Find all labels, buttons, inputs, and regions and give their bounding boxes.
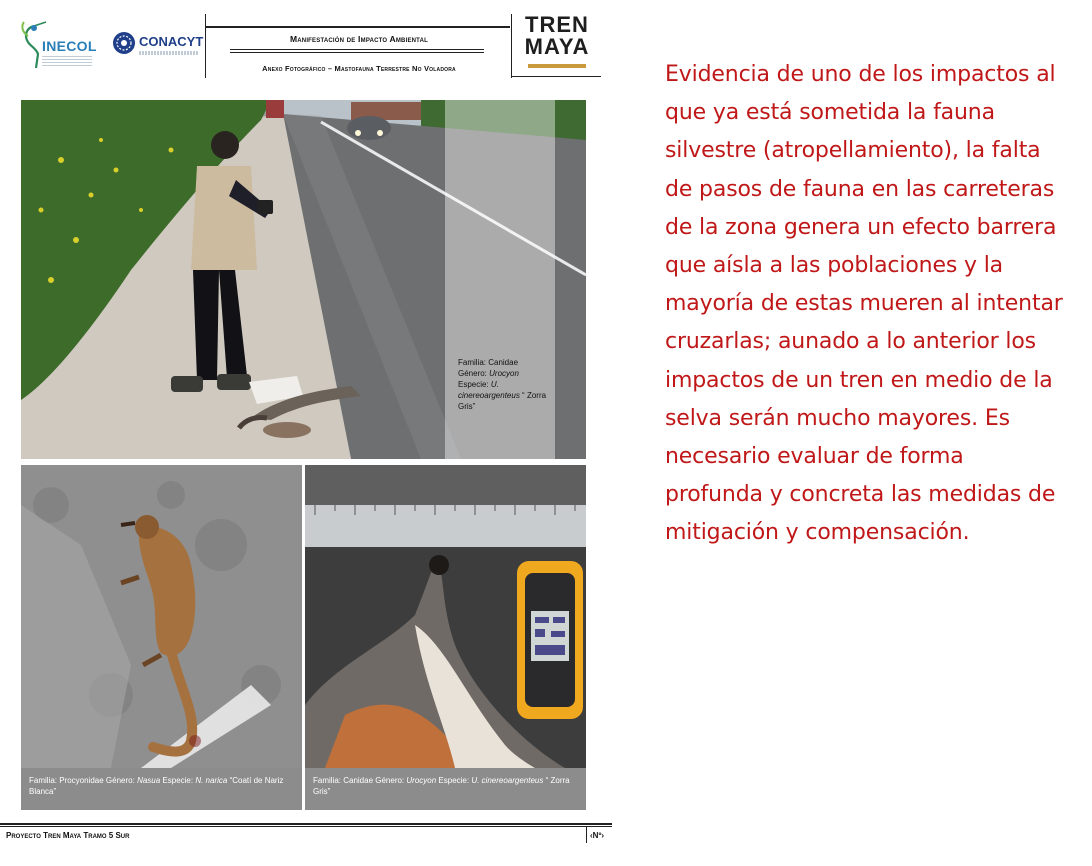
coati-caption-prefix: Familia: Procyonidae Género: xyxy=(29,776,138,785)
commentary-line: impactos de un tren en medio de la xyxy=(665,367,1053,393)
tren-maya-accent-bar xyxy=(528,64,586,68)
commentary-line: silvestre (atropellamiento), la falta xyxy=(665,138,1041,164)
footer-rule-bottom xyxy=(0,826,612,827)
commentary-line: mayoría de estas mueren al intentar xyxy=(665,291,1063,317)
inecol-tagline xyxy=(42,56,92,66)
commentary-line: selva serán mucho mayores. Es xyxy=(665,405,1010,431)
conacyt-logo xyxy=(112,28,202,60)
coati-caption-common: “Coatí de Nariz Blanca” xyxy=(29,776,284,796)
commentary-line: que aísla a las poblaciones y la xyxy=(665,253,1003,279)
commentary-line: de pasos de fauna en las carreteras xyxy=(665,176,1055,202)
commentary-line: cruzarlas; aunado a lo anterior los xyxy=(665,329,1036,355)
fox-caption-bar xyxy=(305,768,586,810)
fox-gps-photo-illustration xyxy=(305,465,586,768)
commentary-line: necesario evaluar de forma xyxy=(665,444,964,470)
footer-page-number: ‹Nº› xyxy=(590,831,605,840)
caption-especie-label: Especie: xyxy=(458,380,491,389)
footer-project-name: Proyecto Tren Maya Tramo 5 Sur xyxy=(6,831,130,840)
fox-caption-common: “ Zorra Gris” xyxy=(313,776,570,796)
main-photo-caption xyxy=(458,357,548,412)
coati-photo-illustration xyxy=(21,465,302,768)
coati-caption-genus: Nasua xyxy=(137,776,161,785)
header-rule-mid1 xyxy=(230,49,484,50)
commentary-line: mitigación y compensación. xyxy=(665,520,970,546)
caption-genero: Urocyon xyxy=(489,369,519,378)
fox-caption-prefix: Familia: Canidae Género: xyxy=(313,776,407,785)
caption-familia: Familia: Canidae xyxy=(458,358,519,367)
header-rule-tren xyxy=(511,76,601,77)
commentary-line: profunda y concreta las medidas de xyxy=(665,482,1056,508)
coati-caption-species-label: Especie: xyxy=(160,776,196,785)
caption-genero-label: Género: xyxy=(458,369,490,378)
conacyt-tagline xyxy=(139,51,199,55)
photo-roadkill-fox-scene xyxy=(21,100,586,459)
header-rule-mid2 xyxy=(230,52,484,53)
document-title: Manifestación de Impacto Ambiental xyxy=(289,34,429,44)
inecol-wordmark: INECOL xyxy=(42,38,97,54)
photo-fox-with-gps xyxy=(305,465,586,810)
coati-caption-bar xyxy=(21,768,302,810)
photo-roadkill-coati xyxy=(21,465,302,810)
commentary-line: de la zona genera un efecto barrera xyxy=(665,214,1057,240)
coati-caption xyxy=(29,775,294,797)
fox-caption-species-label: Especie: xyxy=(436,776,472,785)
conacyt-wordmark: CONACYT xyxy=(139,34,204,49)
tren-maya-word-2: MAYA xyxy=(524,34,590,59)
conacyt-emblem-icon xyxy=(112,31,136,55)
footer-rule-top xyxy=(0,823,612,825)
fox-caption xyxy=(313,775,578,797)
footer-divider xyxy=(586,827,587,843)
fox-caption-species: U. cinereoargenteus xyxy=(471,776,544,785)
caption-especie: U. cinereoargenteus xyxy=(458,380,520,400)
coati-caption-species: N. narica xyxy=(195,776,228,785)
commentary-text xyxy=(665,56,1092,553)
document-subtitle: Anexo Fotográfico – Mastofauna Terrestre No Voladora xyxy=(262,64,456,73)
caption-common-name: “ Zorra Gris” xyxy=(458,391,547,411)
header-rule-top xyxy=(206,26,510,28)
tren-maya-word-1: TREN xyxy=(525,12,589,37)
fox-caption-genus: Urocyon xyxy=(406,776,437,785)
tren-maya-logo xyxy=(514,14,600,76)
commentary-line: Evidencia de uno de los impactos al xyxy=(665,62,1056,87)
commentary-line: que ya está sometida la fauna xyxy=(665,100,995,126)
inecol-logo xyxy=(20,18,97,70)
